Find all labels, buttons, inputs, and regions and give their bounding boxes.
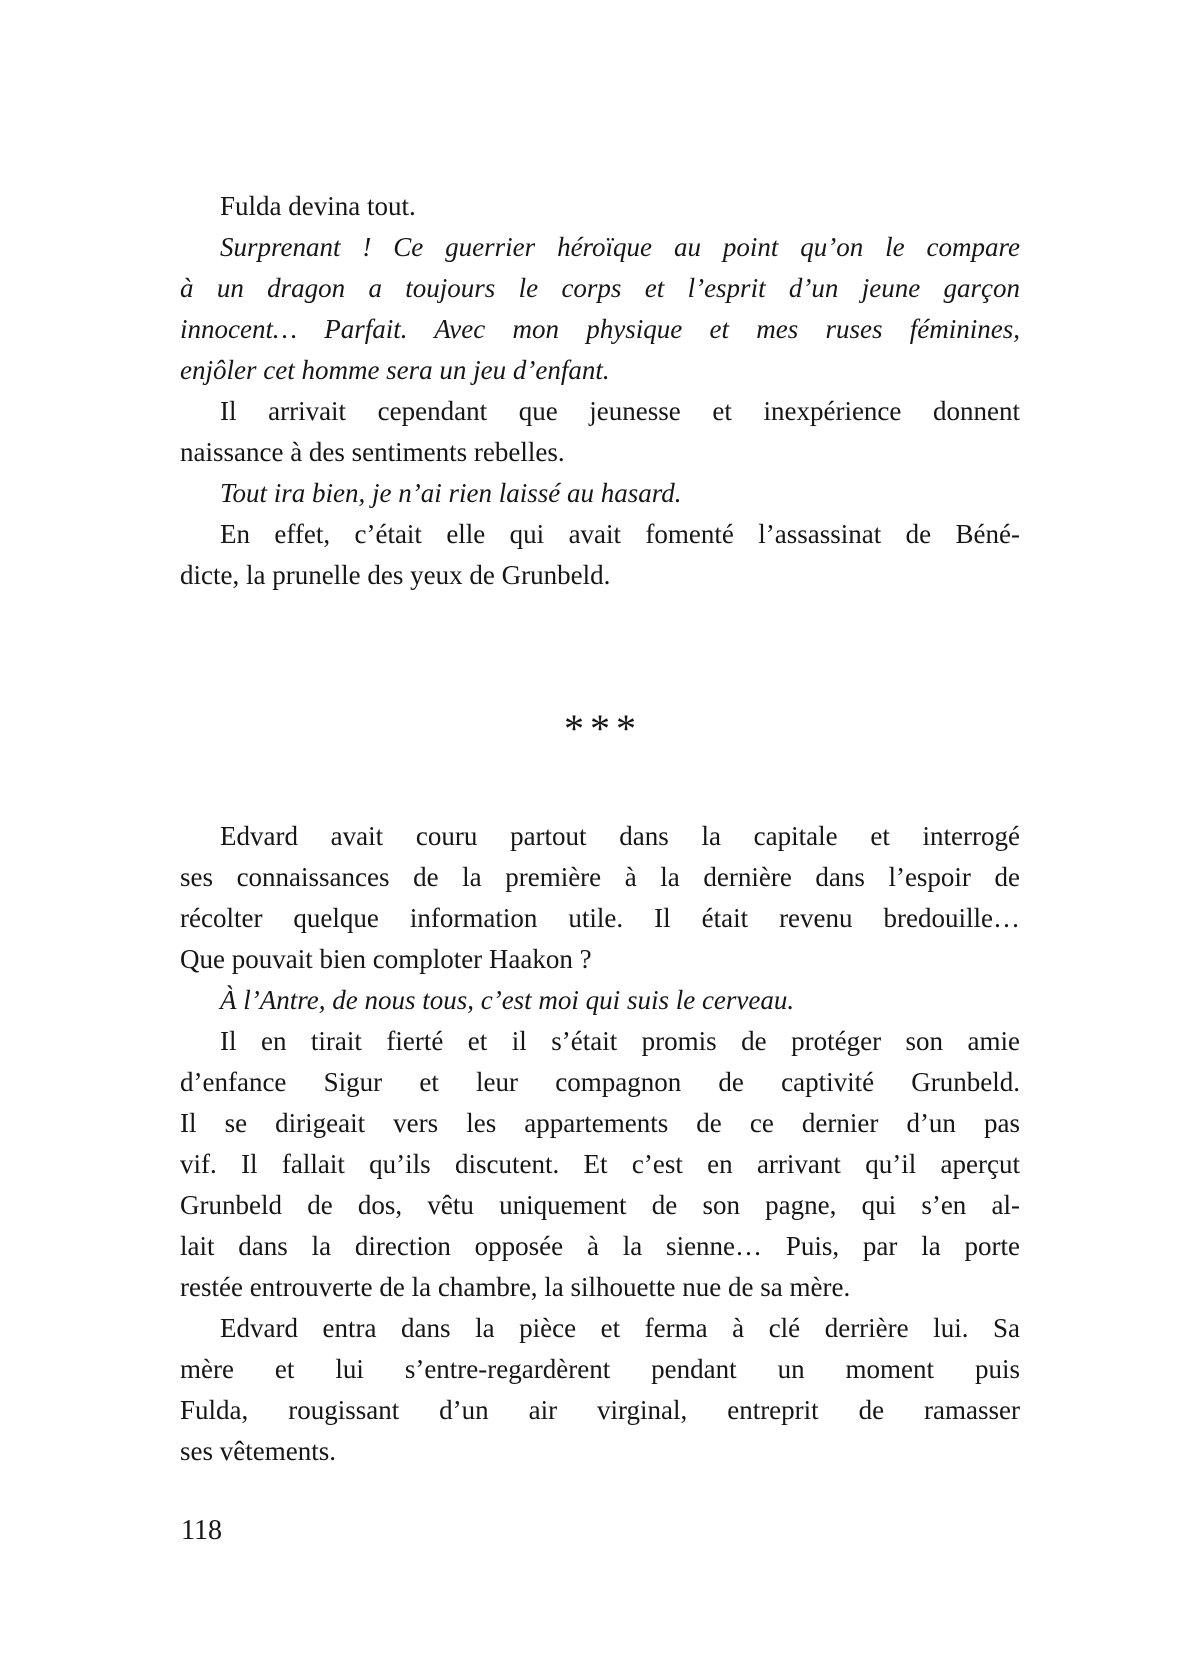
paragraph [180, 1021, 1020, 1308]
text-line: lait dans la direction opposée à la sienne… Puis, par la porte [180, 1231, 1020, 1261]
text-line: Il arrivait cependant que jeunesse et inexpérience donnent [220, 396, 1020, 426]
text-line: Edvard avait couru partout dans la capitale et interrogé [220, 821, 1020, 851]
paragraph [180, 816, 1020, 980]
text-line: innocent… Parfait. Avec mon physique et mes ruses féminines, [180, 314, 1020, 344]
text-line: Edvard entra dans la pièce et ferma à clé derrière lui. Sa [220, 1313, 1020, 1343]
section-separator-stars: *** [564, 705, 642, 751]
text-line: Il en tirait fierté et il s’était promis de protéger son amie [220, 1026, 1020, 1056]
text-line: Tout ira bien, je n’ai rien laissé au hasard. [220, 478, 682, 508]
paragraph [180, 1308, 1020, 1472]
paragraph [180, 391, 1020, 473]
text-line: récolter quelque information utile. Il était revenu bredouille… [180, 903, 1020, 933]
text-line: Que pouvait bien comploter Haakon ? [180, 944, 592, 974]
paragraph [180, 186, 1020, 227]
text-line: à un dragon a toujours le corps et l’esprit d’un jeune garçon [180, 273, 1020, 303]
text-line: enjôler cet homme sera un jeu d’enfant. [180, 355, 610, 385]
page-text-block [180, 186, 1020, 1472]
text-line: À l’Antre, de nous tous, c’est moi qui suis le cerveau. [220, 985, 795, 1015]
text-line: dicte, la prunelle des yeux de Grunbeld. [180, 560, 611, 590]
section-separator [180, 596, 1020, 816]
text-line: restée entrouverte de la chambre, la silhouette nue de sa mère. [180, 1272, 851, 1302]
text-line: mère et lui s’entre-regardèrent pendant un moment puis [180, 1354, 1020, 1384]
text-line: naissance à des sentiments rebelles. [180, 437, 565, 467]
text-line: Fulda, rougissant d’un air virginal, entreprit de ramasser [180, 1395, 1020, 1425]
text-line: Grunbeld de dos, vêtu uniquement de son pagne, qui s’en al- [180, 1190, 1020, 1220]
text-line: Fulda devina tout. [220, 191, 416, 221]
page-number: 118 [181, 1515, 222, 1546]
text-line: d’enfance Sigur et leur compagnon de captivité Grunbeld. [180, 1067, 1020, 1097]
paragraph [180, 227, 1020, 391]
text-line: Surprenant ! Ce guerrier héroïque au point qu’on le compare [220, 232, 1020, 262]
paragraph [180, 473, 1020, 514]
text-line: ses vêtements. [180, 1436, 336, 1466]
text-line: vif. Il fallait qu’ils discutent. Et c’est en arrivant qu’il aperçut [180, 1149, 1020, 1179]
paragraph [180, 514, 1020, 596]
text-line: En effet, c’était elle qui avait fomenté l’assassinat de Béné- [220, 519, 1020, 549]
paragraph [180, 980, 1020, 1021]
text-line: ses connaissances de la première à la dernière dans l’espoir de [180, 862, 1020, 892]
text-line: Il se dirigeait vers les appartements de ce dernier d’un pas [180, 1108, 1020, 1138]
